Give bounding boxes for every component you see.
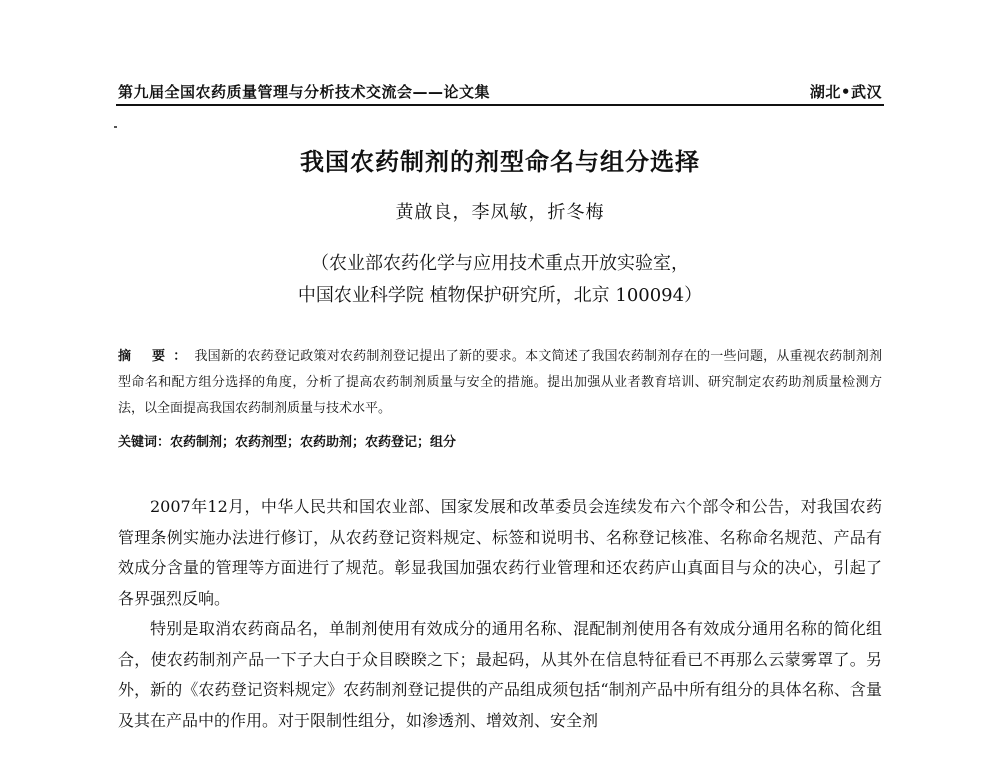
running-header xyxy=(118,72,882,102)
keywords xyxy=(118,432,882,454)
keywords-text: 农药制剂；农药剂型；农药助剂；农药登记；组分 xyxy=(170,435,457,450)
journal-name: 第九届全国农药质量管理与分析技术交流会——论文集 xyxy=(118,83,491,101)
body-text xyxy=(118,492,882,736)
affiliation-line-2: 中国农业科学院 植物保护研究所，北京 100094） xyxy=(297,285,703,306)
paper-affiliation xyxy=(116,248,884,312)
scan-speck xyxy=(114,126,117,128)
paper-title: 我国农药制剂的剂型命名与组分选择 xyxy=(300,148,700,176)
affiliation-line-1: （农业部农药化学与应用技术重点开放实验室， xyxy=(311,253,689,274)
header-rule xyxy=(116,104,884,106)
body-paragraph: 2007年12月，中华人民共和国农业部、国家发展和改革委员会连续发布六个部令和公告，对我国农药管理条例实施办法进行修订，从农药登记资料规定、标签和说明书、名称登记核准、名称命名规范、产品有效成分含量的管理等方面进行了规范。彰显我国加强农药行业管理和还农药庐山真面目与众的决心，引起了各界强烈反响。 xyxy=(118,497,882,608)
abstract-text: 我国新的农药登记政策对农药制剂登记提出了新的要求。本文简述了我国农药制剂存在的一些问题，从重视农药制剂剂型命名和配方组分选择的角度，分析了提高农药制剂质量与安全的措施。提出加强从业者教育培训、研究制定农药助剂质量检测方法，以全面提高我国农药制剂质量与技术水平。 xyxy=(118,349,882,416)
abstract-label: 摘 要： xyxy=(118,349,195,364)
paper-authors: 黄啟良，李凤敏，折冬梅 xyxy=(395,202,605,223)
body-paragraph: 特别是取消农药商品名，单制剂使用有效成分的通用名称、混配制剂使用各有效成分通用名称的简化组合，使农药制剂产品一下子大白于众目睽睽之下；最起码，从其外在信息特征看已不再那么云蒙雾罩了。另外，新的《农药登记资料规定》农药制剂登记提供的产品组成须包括“制剂产品中所有组分的具体名称、含量及其在产品中的作用。对于限制性组分，如渗透剂、增效剂、安全剂 xyxy=(118,619,882,730)
conference-location: 湖北•武汉 xyxy=(809,83,882,101)
keywords-label: 关键词： xyxy=(118,435,171,450)
abstract xyxy=(118,344,882,422)
